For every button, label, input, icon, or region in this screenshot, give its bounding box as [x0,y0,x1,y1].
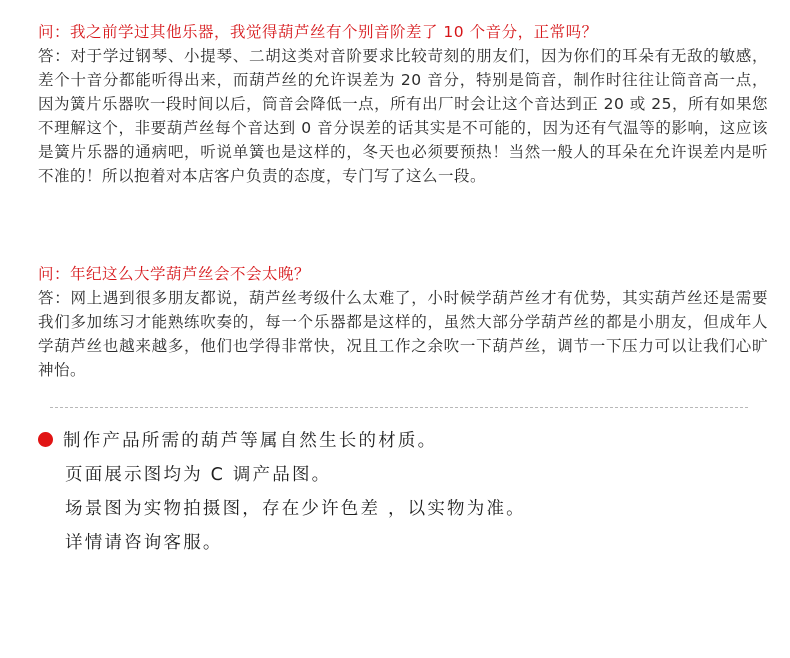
note-text: 详情请咨询客服。 [65,533,223,553]
faq-question: 问：年纪这么大学葫芦丝会不会太晚？ [38,265,311,283]
red-dot-bullet-icon [38,432,53,447]
faq-item [38,262,768,382]
faq-item [38,20,768,188]
note-line [38,492,758,526]
dashed-divider [50,407,748,408]
note-text: 场景图为实物拍摄图，存在少许色差 ，以实物为准。 [65,499,526,519]
faq-answer: 答：网上遇到很多朋友都说，葫芦丝考级什么太难了，小时候学葫芦丝才有优势，其实葫芦丝还是需要我们多加练习才能熟练吹奏的，每一个乐器都是这样的，虽然大部分学葫芦丝的都是小朋友，但成年人学葫芦丝也越来越多，他们也学得非常快，况且工作之余吹一下葫芦丝，调节一下压力可以让我们心旷神怡。 [38,289,768,379]
faq-question: 问：我之前学过其他乐器，我觉得葫芦丝有个别音阶差了 10 个音分，正常吗？ [38,23,598,41]
note-line [38,458,758,492]
faq-answer: 答：对于学过钢琴、小提琴、二胡这类对音阶要求比较苛刻的朋友们，因为你们的耳朵有无敌的敏感，差个十音分都能听得出来，而葫芦丝的允许误差为 20 音分，特别是筒音，制作时往往让筒音高一点，因为簧片乐器吹一段时间以后，筒音会降低一点，所有出厂时会让这个音达到正 20 或 25，所有如果您不理解这个，非要葫芦丝每个音达到 0 音分误差的话其实是不可能的，因为还有气温等的影响，这应该是簧片乐器的通病吧，听说单簧也是这样的，冬天也必须要预热！当然一般人的耳朵在允许误差内是听不准的！所以抱着对本店客户负责的态度，专门写了这么一段。 [38,47,768,185]
note-line [38,526,758,560]
note-text: 页面展示图均为 C 调产品图。 [65,465,332,485]
note-text: 制作产品所需的葫芦等属自然生长的材质。 [63,431,438,451]
product-notes [38,424,758,560]
note-line [38,424,758,458]
